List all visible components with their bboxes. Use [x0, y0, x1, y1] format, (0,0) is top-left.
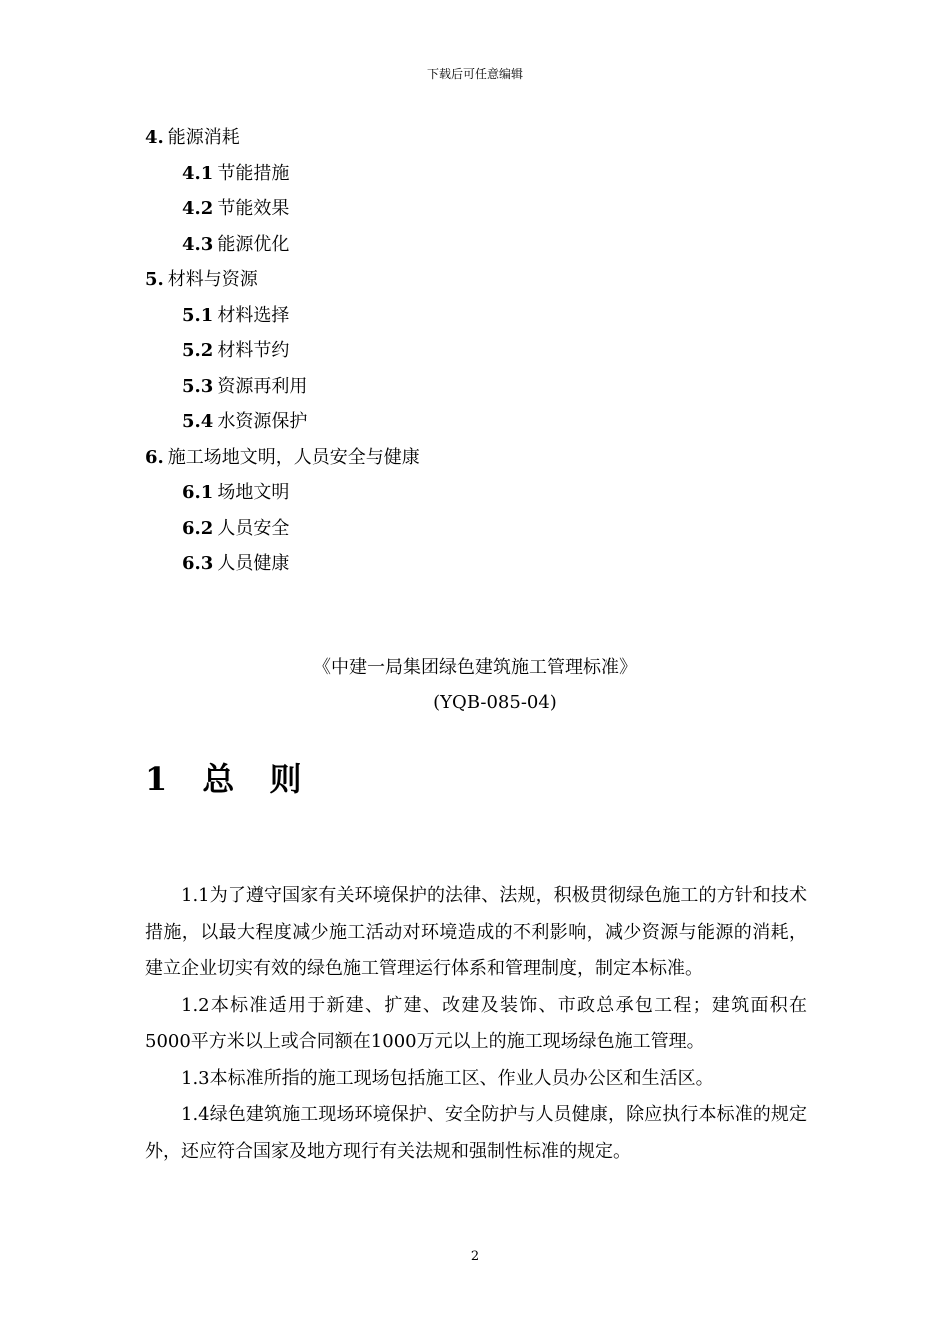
document-code: (YQB-085-04) — [433, 692, 557, 713]
toc-item — [145, 369, 805, 405]
toc-item — [145, 333, 805, 369]
toc-item — [145, 120, 805, 156]
toc-item-label: 材料选择 — [217, 304, 290, 326]
toc-item-number: 5.4 — [182, 411, 214, 432]
toc-item-label: 场地文明 — [217, 482, 290, 503]
page-number: 2 — [470, 1249, 480, 1264]
toc-item-number: 6.1 — [182, 482, 214, 503]
paragraph: 1.4绿色建筑施工现场环境保护、安全防护与人员健康，除应执行本标准的规定外，还应符合国家及地方现行有关法规和强制性标准的规定。 — [145, 1104, 807, 1162]
toc-item-number: 4.2 — [182, 198, 214, 219]
toc-item-number: 6. — [145, 446, 164, 468]
toc-item — [145, 404, 805, 440]
toc-item-number: 5.1 — [182, 304, 214, 326]
toc-item-number: 6.2 — [182, 517, 214, 539]
toc-item-number: 6.3 — [182, 553, 214, 574]
toc-item-label: 材料节约 — [217, 340, 290, 361]
toc-item — [145, 227, 805, 263]
paragraph: 1.2本标准适用于新建、扩建、改建及装饰、市政总承包工程；建筑面积在5000平方米以上或合同额在1000万元以上的施工现场绿色施工管理。 — [145, 994, 807, 1052]
toc-item — [145, 191, 805, 227]
document-title: 《中建一局集团绿色建筑施工管理标准》 — [313, 657, 637, 678]
toc-item-label: 能源消耗 — [167, 127, 240, 148]
paragraph: 1.1为了遵守国家有关环境保护的法律、法规，积极贯彻绿色施工的方针和技术措施，以最大程度减少施工活动对环境造成的不利影响，减少资源与能源的消耗，建立企业切实有效的绿色施工管理运行体系和管理制度，制定本标准。 — [145, 885, 807, 979]
toc-item-number: 4. — [145, 127, 164, 148]
toc-item-label: 人员健康 — [217, 553, 290, 574]
page-header: 下载后可任意编辑 — [426, 67, 523, 81]
toc-item-number: 5.3 — [182, 375, 214, 397]
toc-item-number: 5.2 — [182, 340, 214, 361]
toc-item-label: 施工场地文明，人员安全与健康 — [167, 446, 420, 468]
toc-item-label: 材料与资源 — [167, 269, 258, 290]
toc-item-label: 节能效果 — [217, 198, 290, 219]
toc-item-label: 能源优化 — [217, 233, 290, 255]
table-of-contents — [145, 120, 805, 582]
toc-item-label: 节能措施 — [217, 162, 290, 184]
toc-item — [145, 511, 805, 547]
toc-item-label: 人员安全 — [217, 517, 290, 539]
toc-item-number: 5. — [145, 269, 164, 290]
chapter-heading: 1 总 则 — [145, 760, 314, 798]
toc-item — [145, 298, 805, 334]
paragraph: 1.3本标准所指的施工现场包括施工区、作业人员办公区和生活区。 — [181, 1067, 714, 1089]
toc-item-label: 资源再利用 — [217, 375, 308, 397]
toc-item — [145, 546, 805, 582]
toc-item — [145, 475, 805, 511]
toc-item-label: 水资源保护 — [217, 411, 308, 432]
toc-item — [145, 440, 805, 476]
toc-item-number: 4.3 — [182, 233, 214, 255]
toc-item — [145, 262, 805, 298]
toc-item — [145, 156, 805, 192]
body-text — [145, 878, 807, 1170]
toc-item-number: 4.1 — [182, 162, 214, 184]
